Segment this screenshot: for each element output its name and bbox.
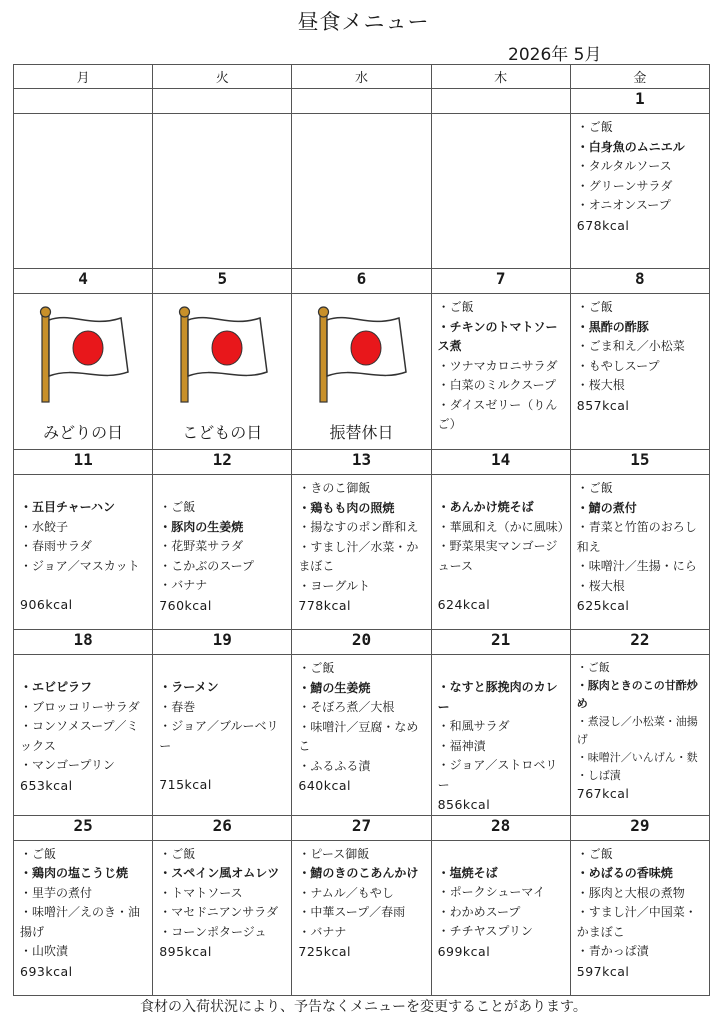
menu-spacer <box>20 576 148 595</box>
menu-spacer <box>159 479 287 498</box>
date-row <box>14 89 710 114</box>
menu-item: ・しば漬 <box>576 769 621 782</box>
main-dish: ・鶏肉の塩こうじ焼 <box>20 866 129 880</box>
menu-item: ・チチヤスプリン <box>437 924 533 938</box>
date-number: 11 <box>14 450 153 475</box>
menu-item: ・ご飯 <box>576 846 613 861</box>
main-dish: ・塩焼そば <box>437 865 498 880</box>
menu-item: ・桜大根 <box>576 578 625 593</box>
date-number: 12 <box>153 450 292 475</box>
day-cell <box>292 840 431 995</box>
holiday-name: みどりの日 <box>43 423 124 442</box>
menu-row <box>14 655 710 816</box>
calorie-count: 597kcal <box>576 963 630 979</box>
date-number: 8 <box>570 269 709 294</box>
menu-item: ・バナナ <box>159 578 208 592</box>
date-number: 29 <box>570 815 709 840</box>
menu-item: ・すまし汁／中国菜・かまぼこ <box>576 905 697 939</box>
date-row <box>14 815 710 840</box>
day-cell <box>570 475 709 630</box>
month-label: 2026年 5月 <box>508 45 602 65</box>
menu-item: ・タルタルソース <box>576 159 672 173</box>
holiday-name: 振替休日 <box>329 423 394 442</box>
day-cell <box>153 475 292 630</box>
menu-spacer <box>438 576 566 595</box>
menu-item: ・きのこ御飯 <box>298 481 371 495</box>
menu-item: ・豚肉と大根の煮物 <box>576 885 685 900</box>
date-number: 20 <box>292 630 431 655</box>
menu-item: ・トマトソース <box>159 885 243 900</box>
menu-item: ・ポークシューマイ <box>437 885 546 899</box>
date-row <box>14 269 710 294</box>
japan-flag-icon <box>175 306 275 406</box>
main-dish: ・スペイン風オムレツ <box>159 866 280 880</box>
menu-item: ・ご飯 <box>298 661 335 675</box>
date-number: 25 <box>14 815 153 840</box>
main-dish: ・あんかけ焼そば <box>437 500 534 514</box>
date-row <box>14 450 710 475</box>
menu-item: ・ジョア／ストロベリー <box>437 758 558 792</box>
day-cell <box>14 114 153 269</box>
calorie-count: 678kcal <box>576 217 630 233</box>
menu-item: ・ピース御飯 <box>298 846 370 861</box>
menu-item: ・ご飯 <box>576 120 613 134</box>
date-number: 21 <box>431 630 570 655</box>
menu-spacer <box>20 659 148 678</box>
menu-item: ・ごま和え／小松菜 <box>576 339 685 353</box>
day-cell <box>431 114 570 269</box>
weekday-mon: 月 <box>14 65 153 89</box>
calorie-count: 653kcal <box>20 777 73 793</box>
menu-list <box>14 475 152 615</box>
menu-list <box>153 475 291 615</box>
menu-item: ・味噌汁／生揚・にら <box>576 559 697 573</box>
menu-item: ・ヨーグルト <box>298 578 371 593</box>
holiday-block <box>14 294 152 449</box>
main-dish: ・めばるの香味焼 <box>576 866 673 880</box>
date-number: 6 <box>292 269 431 294</box>
menu-item: ・花野菜サラダ <box>159 539 244 553</box>
menu-list <box>153 655 291 795</box>
menu-item: ・山吹漬 <box>20 944 69 958</box>
day-cell <box>153 114 292 269</box>
date-number: 4 <box>14 269 153 294</box>
menu-item: ・コーンポタージュ <box>159 924 267 939</box>
main-dish: ・五目チャーハン <box>20 500 116 514</box>
calorie-count: 624kcal <box>437 597 491 612</box>
holiday-name: こどもの日 <box>182 423 263 442</box>
main-dish: ・ラーメン <box>159 680 219 694</box>
date-number <box>292 89 431 114</box>
menu-item: ・わかめスープ <box>437 904 521 919</box>
menu-item: ・福神漬 <box>437 738 486 753</box>
menu-list <box>292 655 430 796</box>
main-dish: ・豚肉ときのこの甘酢炒め <box>576 679 698 710</box>
holiday-block <box>292 294 430 449</box>
date-number: 27 <box>292 815 431 840</box>
date-number <box>153 89 292 114</box>
menu-item: ・ご飯 <box>576 300 613 314</box>
menu-row <box>14 840 710 995</box>
menu-item: ・白菜のミルクスープ <box>437 378 557 392</box>
menu-spacer <box>438 659 566 678</box>
date-number: 19 <box>153 630 292 655</box>
day-cell <box>292 294 431 450</box>
menu-list <box>153 841 291 962</box>
menu-item: ・ご飯 <box>159 846 196 861</box>
holiday-block <box>153 294 291 449</box>
menu-item: ・バナナ <box>298 924 347 939</box>
menu-item: ・ジョア／ブルーベリー <box>159 719 279 753</box>
menu-spacer <box>438 479 566 498</box>
menu-item: ・ツナマカロニサラダ <box>437 358 558 373</box>
menu-spacer <box>159 756 287 775</box>
menu-spacer <box>159 659 287 678</box>
day-cell <box>153 840 292 995</box>
main-dish: ・豚肉の生姜焼 <box>159 519 244 534</box>
menu-row <box>14 114 710 269</box>
date-number: 1 <box>570 89 709 114</box>
menu-item: ・水餃子 <box>20 519 69 534</box>
menu-item: ・春巻 <box>159 699 196 714</box>
day-cell <box>431 655 570 816</box>
day-cell <box>570 840 709 995</box>
main-dish: ・鯖の生姜焼 <box>298 680 371 695</box>
day-cell <box>570 114 709 269</box>
menu-item: ・里芋の煮付 <box>20 885 93 900</box>
main-dish: ・鯖の煮付 <box>576 500 637 515</box>
day-cell <box>292 114 431 269</box>
menu-item: ・味噌汁／えのき・油揚げ <box>20 905 141 939</box>
day-cell <box>14 655 153 816</box>
menu-item: ・ブロッコリーサラダ <box>20 699 140 714</box>
menu-list <box>14 655 152 795</box>
menu-item: ・青菜と竹笛のおろし和え <box>576 520 697 554</box>
main-dish: ・鶏もも肉の照焼 <box>298 500 395 515</box>
menu-list <box>432 294 570 435</box>
menu-item: ・ご飯 <box>159 500 196 514</box>
date-number: 5 <box>153 269 292 294</box>
day-cell <box>570 655 709 816</box>
menu-item: ・華風和え（かに風味） <box>437 519 570 534</box>
menu-item: ・揚なすのポン酢和え <box>298 520 419 534</box>
day-cell <box>292 655 431 816</box>
menu-item: ・ご飯 <box>437 300 474 314</box>
menu-item: ・青かっぱ漬 <box>576 944 649 958</box>
menu-list <box>571 841 709 982</box>
day-cell <box>292 475 431 630</box>
menu-row <box>14 475 710 630</box>
menu-list <box>432 841 570 962</box>
calorie-count: 856kcal <box>437 797 491 812</box>
day-cell <box>570 294 709 450</box>
menu-item: ・マセドニアンサラダ <box>159 905 279 919</box>
menu-item: ・煮浸し／小松菜・油揚げ <box>576 715 698 746</box>
calorie-count: 725kcal <box>298 944 351 959</box>
menu-list <box>432 655 570 815</box>
date-number: 7 <box>431 269 570 294</box>
menu-item: ・野菜果実マンゴージュース <box>437 539 558 573</box>
calorie-count: 625kcal <box>576 598 630 613</box>
main-dish: ・黒酢の酢豚 <box>576 319 649 334</box>
menu-list <box>14 841 152 982</box>
menu-list <box>571 475 709 616</box>
footer-note: 食材の入荷状況により、予告なくメニューを変更することがあります。 <box>140 999 587 1015</box>
menu-item: ・ご飯 <box>20 846 57 861</box>
menu-item: ・もやしスープ <box>576 358 660 373</box>
main-dish: ・鯖のきのこあんかけ <box>298 866 419 880</box>
menu-item: ・ふるふる漬 <box>298 758 371 773</box>
main-dish: ・なすと豚挽肉のカレー <box>437 680 558 714</box>
date-number: 14 <box>431 450 570 475</box>
menu-calendar <box>13 64 710 996</box>
date-number: 13 <box>292 450 431 475</box>
date-number <box>431 89 570 114</box>
menu-item: ・グリーンサラダ <box>576 178 673 193</box>
menu-item: ・ご飯 <box>576 481 613 495</box>
menu-list <box>571 294 709 415</box>
date-number: 18 <box>14 630 153 655</box>
menu-item: ・オニオンスープ <box>576 198 671 212</box>
japan-flag-icon <box>314 306 414 406</box>
menu-item: ・和風サラダ <box>437 719 510 733</box>
menu-item: ・春雨サラダ <box>20 539 92 553</box>
menu-item: ・そぼろ煮／大根 <box>298 700 395 714</box>
date-number <box>14 89 153 114</box>
calorie-count: 693kcal <box>20 963 73 979</box>
japan-flag-icon <box>36 306 136 406</box>
day-cell <box>14 294 153 450</box>
calorie-count: 699kcal <box>437 943 491 959</box>
weekday-wed: 水 <box>292 65 431 89</box>
menu-item: ・コンソメスープ／ミックス <box>20 719 139 753</box>
menu-list <box>432 475 570 615</box>
calorie-count: 760kcal <box>159 597 212 613</box>
main-dish: ・白身魚のムニエル <box>576 139 685 154</box>
menu-spacer <box>438 845 566 864</box>
menu-item: ・すまし汁／水菜・かまぼこ <box>298 539 419 573</box>
main-dish: ・チキンのトマトソース煮 <box>437 319 558 353</box>
day-cell <box>431 294 570 450</box>
menu-item: ・こかぶのスープ <box>159 558 254 573</box>
calorie-count: 857kcal <box>576 397 630 413</box>
menu-item: ・ナムル／もやし <box>298 885 394 900</box>
day-cell <box>153 294 292 450</box>
date-number: 28 <box>431 815 570 840</box>
main-dish: ・エビピラフ <box>20 680 93 694</box>
menu-row <box>14 294 710 450</box>
calorie-count: 906kcal <box>20 597 73 612</box>
menu-item: ・ジョア／マスカット <box>20 558 140 573</box>
menu-item: ・マンゴープリン <box>20 758 115 772</box>
menu-item: ・桜大根 <box>576 378 625 392</box>
date-number: 22 <box>570 630 709 655</box>
date-row <box>14 630 710 655</box>
menu-list <box>571 655 709 803</box>
weekday-tue: 火 <box>153 65 292 89</box>
calorie-count: 715kcal <box>159 777 212 792</box>
day-cell <box>14 475 153 630</box>
date-number: 15 <box>570 450 709 475</box>
menu-item: ・味噌汁／豆腐・なめこ <box>298 719 419 753</box>
calorie-count: 767kcal <box>576 786 630 801</box>
menu-item: ・ご飯 <box>576 661 610 674</box>
weekday-header-row <box>14 65 710 89</box>
menu-item: ・味噌汁／いんげん・麩 <box>576 751 698 764</box>
menu-spacer <box>20 479 148 498</box>
calorie-count: 640kcal <box>298 778 351 793</box>
weekday-thu: 木 <box>431 65 570 89</box>
weekday-fri: 金 <box>570 65 709 89</box>
menu-list <box>292 475 430 616</box>
page-title: 昼食メニュー <box>297 10 430 34</box>
menu-item: ・中華スープ／春雨 <box>298 905 406 919</box>
menu-list <box>571 114 709 235</box>
calorie-count: 778kcal <box>298 598 351 613</box>
menu-list <box>292 841 430 962</box>
day-cell <box>153 655 292 816</box>
date-number: 26 <box>153 815 292 840</box>
calorie-count: 895kcal <box>159 944 212 959</box>
day-cell <box>431 840 570 995</box>
day-cell <box>431 475 570 630</box>
menu-item: ・ダイスゼリー（りんご） <box>437 397 558 431</box>
day-cell <box>14 840 153 995</box>
